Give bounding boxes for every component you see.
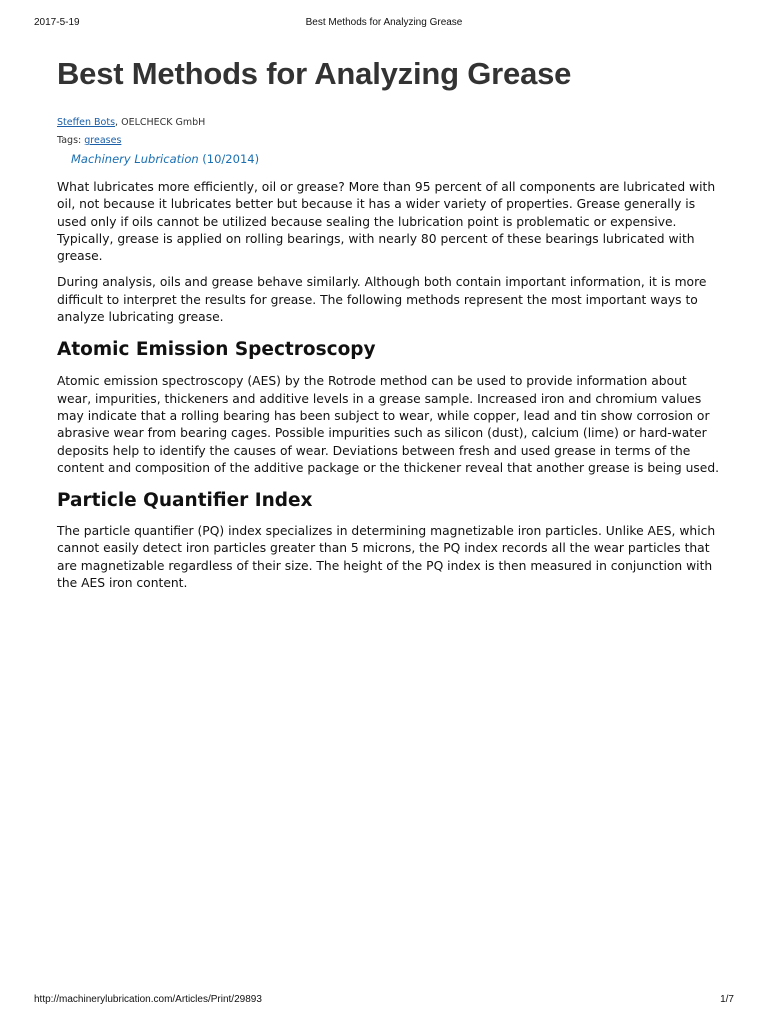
print-date: 2017-5-19 — [34, 17, 80, 28]
author-link[interactable]: Steffen Bots — [57, 117, 116, 128]
section-heading-pq: Particle Quantifier Index — [57, 490, 313, 512]
print-page-title: Best Methods for Analyzing Grease — [305, 17, 463, 28]
article — [57, 54, 721, 592]
tag-link-greases[interactable]: greases — [84, 135, 122, 146]
print-header — [34, 17, 734, 31]
page-number: 1/7 — [720, 994, 734, 1005]
tags-label: Tags: — [57, 135, 85, 146]
section-body-aes: Atomic emission spectroscopy (AES) by the Rotrode method can be used to provide information about wear, impurities, thickeners and additive levels in a grease sample. Increased iron and chromium values may indicate that a rolling bearing has been subject to wear, while copper, lead and tin show corrosion or abrasive wear from bearing cages. Possible impurities such as silicon (dust), calcium (lime) or hard-water deposits help to identify the causes of wear. Deviations between fresh and used grease in terms of the content and composition of the additive package or the thickener reveal that another grease is being used. — [57, 374, 720, 475]
publication-issue: (10/2014) — [198, 152, 260, 166]
tags-row — [57, 134, 721, 148]
intro-paragraph-1: What lubricates more efficiently, oil or grease? More than 95 percent of all components are lubricated with oil, not because it lubricates better but because it has a wider variety of properties. Grease generally is used only if oils cannot be utilized because sealing the lubrication point is problematic or expensive. Typically, grease is applied on rolling bearings, with nearly 80 percent of these bearings lubricated with grease. — [57, 180, 716, 264]
section-body-pq: The particle quantifier (PQ) index specializes in determining magnetizable iron particles. Unlike AES, which cannot easily detect iron particles greater than 5 microns, the PQ index records all the wear particles that are magnetizable regardless of their size. The height of the PQ index is then measured in conjunction with the AES iron content. — [57, 524, 716, 591]
byline — [57, 116, 721, 130]
author-organization: , OELCHECK GmbH — [115, 117, 206, 128]
article-title: Best Methods for Analyzing Grease — [57, 56, 572, 91]
print-url: http://machinerylubrication.com/Articles/Print/29893 — [34, 994, 262, 1005]
publication-name[interactable]: Machinery Lubrication — [71, 152, 199, 166]
intro-paragraph-2: During analysis, oils and grease behave similarly. Although both contain important information, it is more difficult to interpret the results for grease. The following methods represent the most important ways to analyze lubricating grease. — [57, 275, 707, 325]
section-heading-aes: Atomic Emission Spectroscopy — [57, 339, 376, 361]
publication-source — [71, 151, 721, 167]
print-footer — [34, 994, 734, 1008]
